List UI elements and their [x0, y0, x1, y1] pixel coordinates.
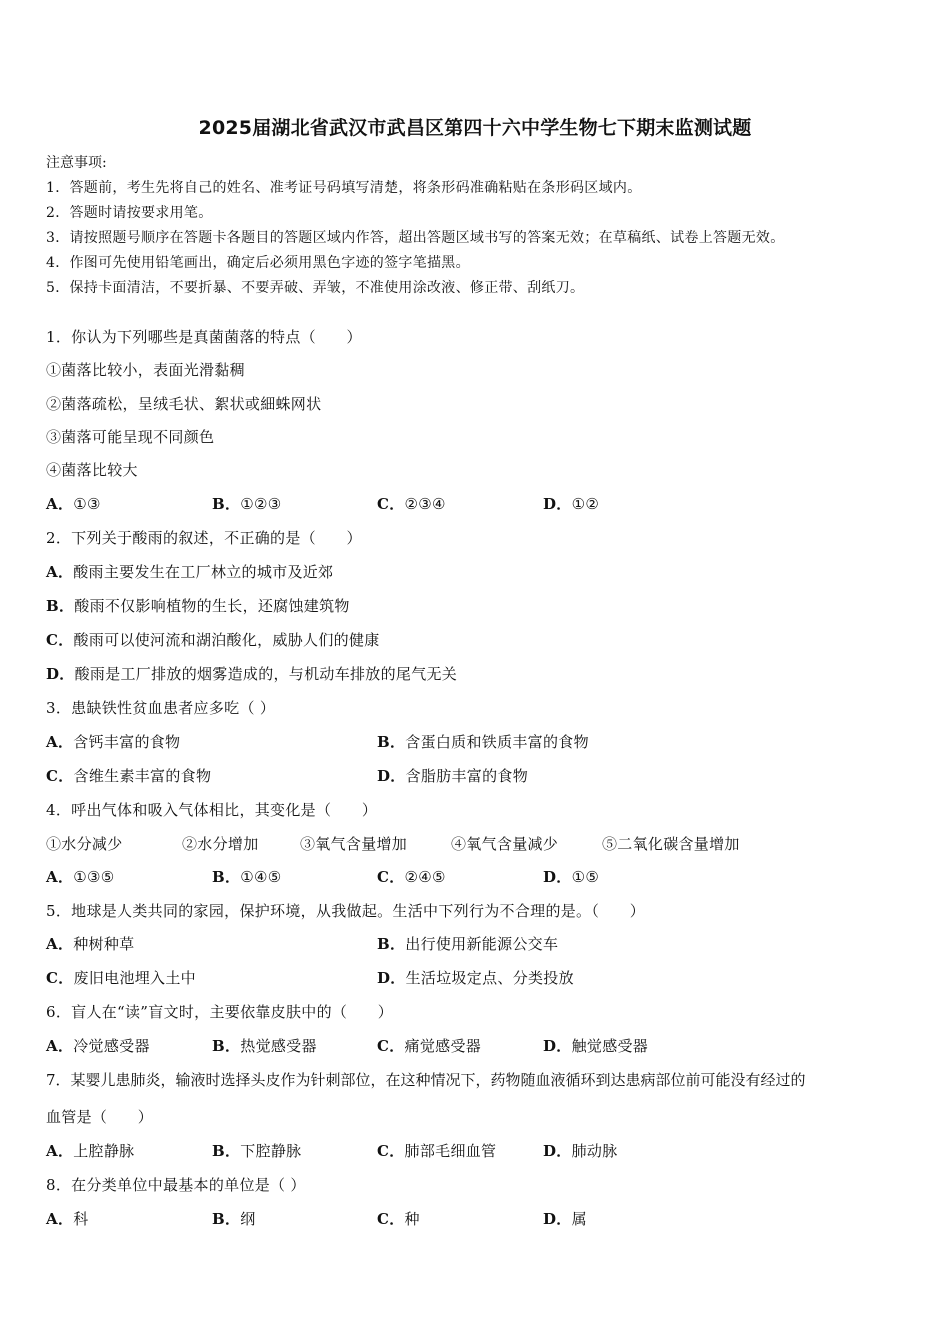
question-7-option-b: B．下腔静脉: [212, 1142, 302, 1160]
question-4-option-d: D．①⑤: [543, 868, 600, 886]
question-2-stem: 2．下列关于酸雨的叙述，不正确的是（ ）: [46, 529, 362, 547]
question-4-statement: ③氧气含量增加: [300, 835, 408, 853]
question-2-option-a: A．酸雨主要发生在工厂林立的城市及近郊: [46, 563, 334, 581]
question-8-option-c: C．种: [377, 1210, 420, 1228]
notice-item: 4．作图可先使用铅笔画出，确定后必须用黑色字迹的签字笔描黑。: [46, 255, 470, 271]
question-7-option-a: A．上腔静脉: [46, 1142, 135, 1160]
question-5-option-c: C．废旧电池埋入土中: [46, 969, 196, 987]
question-8-option-b: B．纲: [212, 1210, 256, 1228]
question-6-stem: 6．盲人在“读”盲文时，主要依靠皮肤中的（ ）: [46, 1003, 394, 1021]
question-6-option-c: C．痛觉感受器: [377, 1037, 482, 1055]
question-3-option-d: D．含脂肪丰富的食物: [377, 767, 529, 785]
question-6-option-a: A．冷觉感受器: [46, 1037, 150, 1055]
question-8-stem: 8．在分类单位中最基本的单位是（ ）: [46, 1176, 306, 1194]
question-4-statement: ①水分减少: [46, 835, 123, 853]
question-3-option-a: A．含钙丰富的食物: [46, 733, 181, 751]
question-1-statement: ②菌落疏松，呈绒毛状、絮状或細蛛网状: [46, 395, 322, 413]
question-5-option-b: B．出行使用新能源公交车: [377, 935, 559, 953]
question-1-option-d: D．①②: [543, 495, 600, 513]
question-2-option-d: D．酸雨是工厂排放的烟雾造成的，与机动车排放的尾气无关: [46, 665, 458, 683]
question-2-option-c: C．酸雨可以使河流和湖泊酸化，威胁人们的健康: [46, 631, 380, 649]
question-6-option-d: D．触觉感受器: [543, 1037, 649, 1055]
notice-item: 5．保持卡面清洁，不要折暴、不要弄破、弄皱，不准使用涂改液、修正带、刮纸刀。: [46, 280, 585, 296]
question-1-statement: ①菌落比较小，表面光滑黏稠: [46, 361, 245, 379]
page-title: 2025届湖北省武汉市武昌区第四十六中学生物七下期末监测试题: [198, 117, 752, 139]
question-4-statement: ④氧气含量减少: [451, 835, 559, 853]
question-3-option-b: B．含蛋白质和铁质丰富的食物: [377, 733, 589, 751]
notice-heading: 注意事项:: [46, 155, 107, 171]
question-2-option-b: B．酸雨不仅影响植物的生长，还腐蚀建筑物: [46, 597, 350, 615]
question-1-stem: 1．你认为下列哪些是真菌菌落的特点（ ）: [46, 328, 362, 346]
question-8-option-a: A．科: [46, 1210, 89, 1228]
question-6-option-b: B．热觉感受器: [212, 1037, 317, 1055]
question-8-option-d: D．属: [543, 1210, 587, 1228]
notice-item: 1．答题前，考生先将自己的姓名、准考证号码填写清楚，将条形码准确粘贴在条形码区域内。: [46, 180, 642, 196]
question-5-option-a: A．种树种草: [46, 935, 135, 953]
notice-item: 3．请按照题号顺序在答题卡各题目的答题区域内作答，超出答题区域书写的答案无效；在草稿纸、试卷上答题无效。: [46, 230, 785, 246]
question-1-statement: ④菌落比较大: [46, 461, 138, 479]
question-4-statement: ②水分增加: [182, 835, 259, 853]
question-1-option-a: A．①③: [46, 495, 101, 513]
question-3-option-c: C．含维生素丰富的食物: [46, 767, 212, 785]
notice-item: 2．答题时请按要求用笔。: [46, 205, 213, 221]
question-4-option-a: A．①③⑤: [46, 868, 115, 886]
question-7-option-d: D．肺动脉: [543, 1142, 618, 1160]
question-5-stem: 5．地球是人类共同的家园，保护环境，从我做起。生活中下列行为不合理的是。（ ）: [46, 902, 646, 920]
question-4-stem: 4．呼出气体和吸入气体相比，其变化是（ ）: [46, 801, 378, 819]
question-1-option-b: B．①②③: [212, 495, 282, 513]
question-5-option-d: D．生活垃圾定点、分类投放: [377, 969, 574, 987]
question-7-option-c: C．肺部毛细血管: [377, 1142, 497, 1160]
question-7-stem-continued: 血管是（ ）: [46, 1108, 154, 1126]
question-1-option-c: C．②③④: [377, 495, 446, 513]
question-3-stem: 3．患缺铁性贫血患者应多吃（ ）: [46, 699, 276, 717]
question-4-option-b: B．①④⑤: [212, 868, 282, 886]
question-7-stem: 7．某婴儿患肺炎，输液时选择头皮作为针刺部位，在这种情况下，药物随血液循环到达患病部位前可能没有经过的: [46, 1071, 806, 1089]
question-4-option-c: C．②④⑤: [377, 868, 446, 886]
question-4-statement: ⑤二氧化碳含量增加: [602, 835, 740, 853]
question-1-statement: ③菌落可能呈现不同颜色: [46, 428, 215, 446]
